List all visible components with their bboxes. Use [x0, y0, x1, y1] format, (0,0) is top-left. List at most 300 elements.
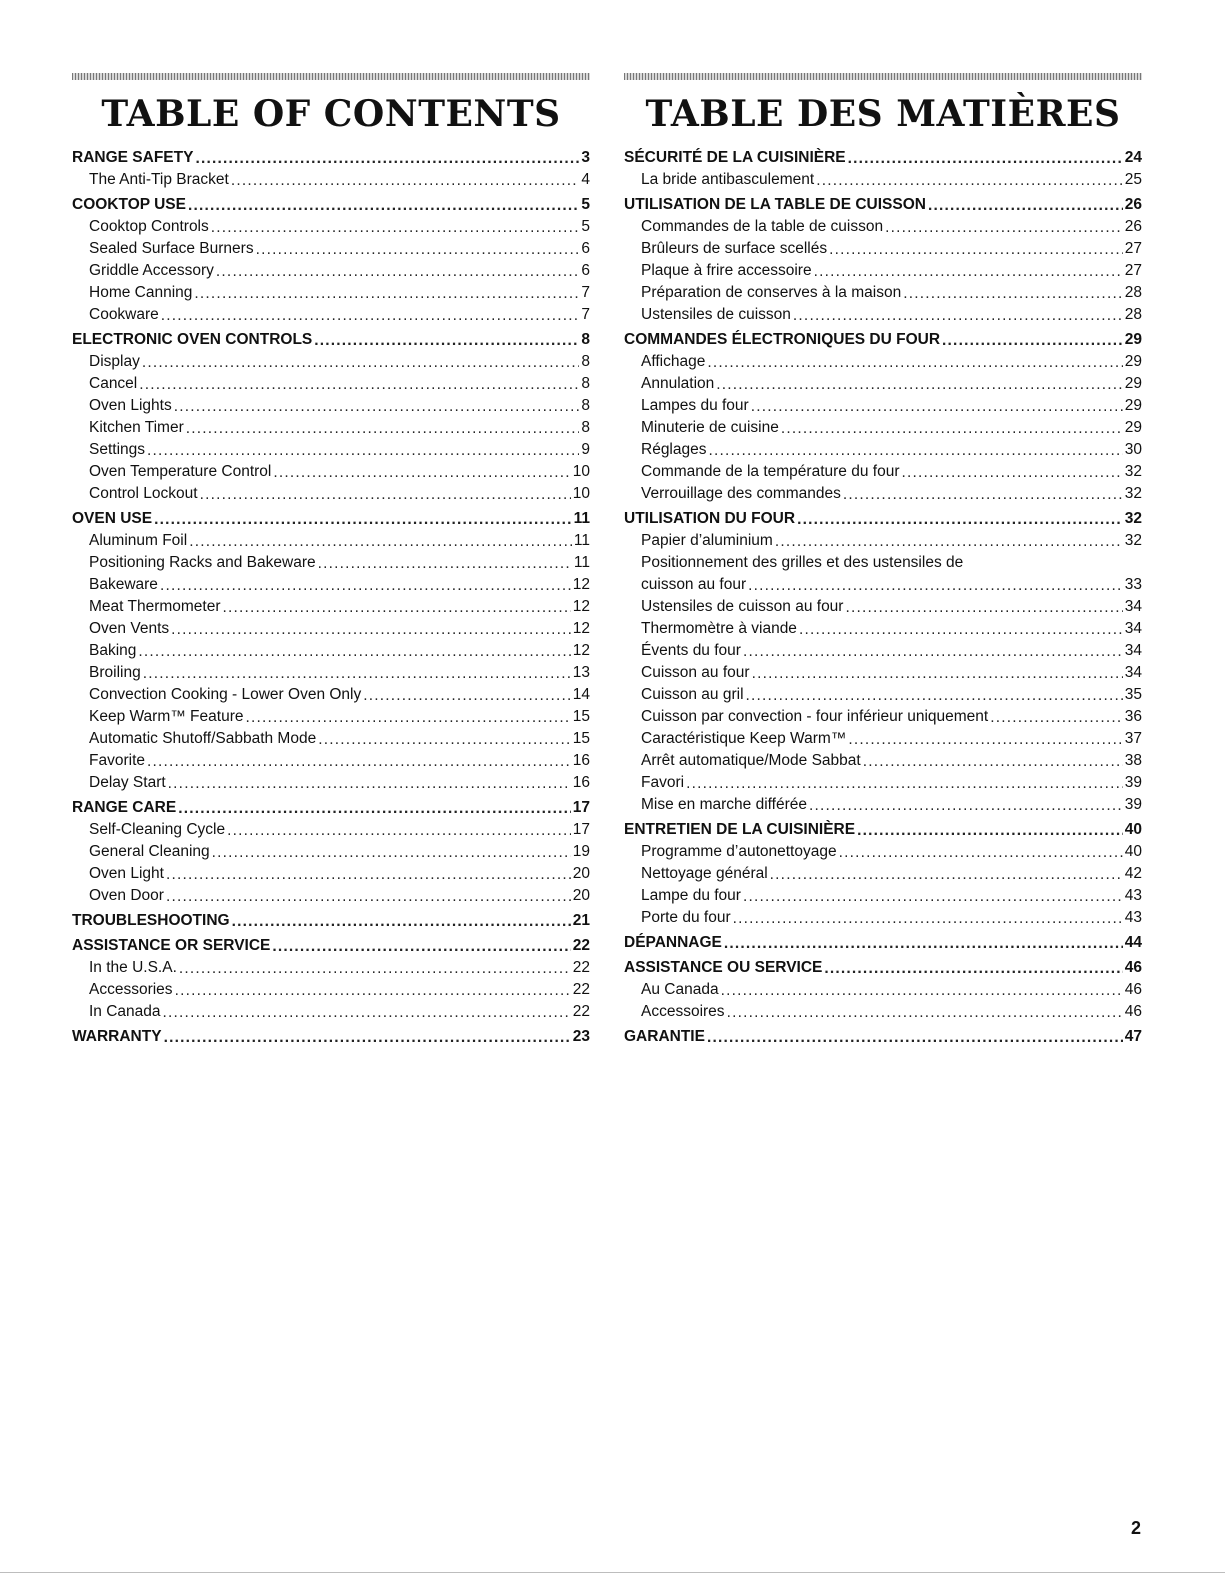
dot-leader [751, 396, 1123, 412]
toc-entry-link[interactable] [624, 841, 1142, 863]
toc-entry-label: Programme d’autonettoyage [641, 843, 837, 860]
toc-entry-page: 26 [1124, 196, 1142, 213]
toc-entry-page: 47 [1124, 1028, 1142, 1045]
dot-leader [752, 663, 1123, 679]
toc-entry-page: 16 [572, 774, 590, 791]
toc-entry-page: 28 [1124, 306, 1142, 323]
toc-entry-page: 6 [581, 262, 590, 279]
toc-entry-link[interactable] [624, 439, 1142, 461]
toc-entry-page: 12 [572, 598, 590, 615]
dot-leader [179, 958, 571, 974]
toc-section-link[interactable] [624, 1026, 1142, 1048]
toc-entry-label: cuisson au four [641, 576, 747, 593]
toc-entry-page: 35 [1124, 686, 1142, 703]
toc-entry-link[interactable] [72, 439, 590, 461]
toc-entry-link[interactable] [624, 169, 1142, 191]
toc-entry-link[interactable] [624, 530, 1142, 552]
dot-leader [857, 820, 1123, 836]
toc-entry-label: Cancel [89, 375, 138, 392]
toc-entry-label: Arrêt automatique/Mode Sabbat [641, 752, 861, 769]
toc-entry-link[interactable] [624, 772, 1142, 794]
dot-leader [231, 170, 580, 186]
toc-entry-page: 20 [572, 865, 590, 882]
toc-entry-page: 15 [572, 708, 590, 725]
toc-entry-label: Automatic Shutoff/Sabbath Mode [89, 730, 317, 747]
toc-entry-page: 22 [572, 981, 590, 998]
dot-leader [154, 509, 572, 525]
dot-leader [143, 663, 571, 679]
dot-leader [885, 217, 1123, 233]
toc-entry-label: Oven Light [89, 865, 164, 882]
dot-leader [733, 908, 1123, 924]
toc-entry-page: 11 [573, 554, 590, 571]
toc-entry-page: 29 [1124, 353, 1142, 370]
toc-entry-page: 28 [1124, 284, 1142, 301]
toc-entry-label: Évents du four [641, 642, 741, 659]
toc-entry-label: Home Canning [89, 284, 193, 301]
toc-entry-label: La bride antibasculement [641, 171, 815, 188]
toc-entry-link[interactable] [72, 417, 590, 439]
dot-leader [212, 842, 571, 858]
toc-section-label: ASSISTANCE OU SERVICE [624, 959, 823, 976]
toc-entry-link[interactable] [72, 282, 590, 304]
dot-leader [166, 886, 571, 902]
dot-leader [748, 575, 1123, 591]
toc-entry-label: The Anti-Tip Bracket [89, 171, 229, 188]
toc-entry-link[interactable] [72, 957, 590, 979]
dot-leader [743, 641, 1123, 657]
toc-entry-label: Cookware [89, 306, 159, 323]
toc-entry-link[interactable] [72, 684, 590, 706]
dot-leader [216, 261, 579, 277]
toc-entry-label: Commandes de la table de cuisson [641, 218, 884, 235]
toc-entry-page: 46 [1124, 981, 1142, 998]
toc-entry-link[interactable] [72, 819, 590, 841]
toc-entry-page: 8 [581, 353, 590, 370]
toc-entry-page: 7 [581, 306, 590, 323]
toc-section-link[interactable] [72, 797, 590, 819]
dot-leader [171, 619, 571, 635]
toc-entry-label: Mise en marche différée [641, 796, 807, 813]
toc-entry-label: Verrouillage des commandes [641, 485, 841, 502]
toc-entry-page: 29 [1124, 331, 1142, 348]
toc-list-french [624, 147, 1142, 1048]
dot-leader [227, 820, 571, 836]
toc-entry-page: 12 [572, 620, 590, 637]
dot-leader [147, 440, 579, 456]
toc-entry-link[interactable] [72, 728, 590, 750]
toc-entry-page: 20 [572, 887, 590, 904]
toc-entry-link[interactable] [72, 552, 590, 574]
toc-entry-link[interactable] [72, 772, 590, 794]
toc-entry-label: Papier d’aluminium [641, 532, 773, 549]
toc-entry-page: 3 [581, 149, 590, 166]
toc-entry-link[interactable] [72, 461, 590, 483]
toc-entry-link[interactable] [624, 907, 1142, 929]
dot-leader [843, 484, 1123, 500]
toc-entry-link[interactable] [72, 1001, 590, 1023]
toc-entry-link[interactable] [624, 618, 1142, 640]
dot-leader [727, 1002, 1123, 1018]
toc-entry-label: Réglages [641, 441, 707, 458]
toc-entry-label: Positioning Racks and Bakeware [89, 554, 316, 571]
toc-entry-label: Oven Temperature Control [89, 463, 272, 480]
toc-section-link[interactable] [72, 910, 590, 932]
toc-entry-page: 16 [572, 752, 590, 769]
toc-entry-page: 34 [1124, 664, 1142, 681]
dot-leader [775, 531, 1123, 547]
toc-entry-label: Commande de la température du four [641, 463, 900, 480]
toc-section-link[interactable] [72, 935, 590, 957]
toc-entry-page: 32 [1124, 463, 1142, 480]
toc-entry-link[interactable] [624, 728, 1142, 750]
toc-entry-page: 24 [1124, 149, 1142, 166]
toc-entry-page: 22 [572, 1003, 590, 1020]
toc-entry-page: 32 [1124, 485, 1142, 502]
dot-leader [195, 148, 579, 164]
toc-entry-label: Accessoires [641, 1003, 725, 1020]
dot-leader [200, 484, 571, 500]
toc-entry-page: 39 [1124, 774, 1142, 791]
toc-entry-page: 8 [581, 419, 590, 436]
toc-entry-label: Nettoyage général [641, 865, 768, 882]
dot-leader [848, 148, 1123, 164]
dot-leader [816, 170, 1123, 186]
toc-entry-label: Cuisson au four [641, 664, 750, 681]
toc-section-label: ENTRETIEN DE LA CUISINIÈRE [624, 821, 856, 838]
toc-section-label: COOKTOP USE [72, 196, 186, 213]
toc-entry-label: Kitchen Timer [89, 419, 184, 436]
toc-entry-label: Ustensiles de cuisson [641, 306, 791, 323]
toc-entry-page: 44 [1124, 934, 1142, 951]
toc-entry-page: 42 [1124, 865, 1142, 882]
toc-entry-page: 43 [1124, 909, 1142, 926]
toc-section-link[interactable] [624, 957, 1142, 979]
dot-leader [168, 773, 571, 789]
toc-section-label: TROUBLESHOOTING [72, 912, 230, 929]
toc-entry-label: Caractéristique Keep Warm™ [641, 730, 847, 747]
page-number: 2 [1130, 1518, 1141, 1538]
toc-entry-page: 17 [572, 821, 590, 838]
toc-entry-page: 36 [1124, 708, 1142, 725]
toc-entry-page: 38 [1124, 752, 1142, 769]
toc-section-link[interactable] [72, 1026, 590, 1048]
dot-leader [707, 352, 1122, 368]
dot-leader [716, 374, 1122, 390]
toc-entry-label: Accessories [89, 981, 173, 998]
toc-heading-french: TABLE DES MATIÈRES [645, 93, 1121, 135]
toc-entry-page: 4 [581, 171, 590, 188]
toc-entry-label: Convection Cooking - Lower Oven Only [89, 686, 362, 703]
toc-entry-label: Favori [641, 774, 685, 791]
toc-entry-link[interactable] [624, 1001, 1142, 1023]
toc-entry-page: 10 [572, 485, 590, 502]
dot-leader [824, 958, 1122, 974]
dot-leader [770, 864, 1123, 880]
toc-entry-page: 26 [1124, 218, 1142, 235]
dot-leader [188, 195, 579, 211]
toc-entry-label: Minuterie de cuisine [641, 419, 779, 436]
dot-leader [272, 936, 570, 952]
toc-section-label: WARRANTY [72, 1028, 162, 1045]
toc-entry-link[interactable] [72, 304, 590, 326]
toc-entry-link[interactable] [624, 395, 1142, 417]
toc-section-label: RANGE CARE [72, 799, 177, 816]
dot-leader [318, 553, 572, 569]
toc-entry-label: Positionnement des grilles et des ustensiles de [641, 554, 964, 571]
toc-section-label: RANGE SAFETY [72, 149, 194, 166]
toc-entry-link[interactable] [624, 304, 1142, 326]
toc-entry-page: 37 [1124, 730, 1142, 747]
toc-entry-link[interactable] [72, 373, 590, 395]
toc-entry-link[interactable] [624, 885, 1142, 907]
toc-entry-link[interactable] [72, 395, 590, 417]
toc-heading-english: TABLE OF CONTENTS [101, 93, 561, 135]
toc-entry-page: 32 [1124, 532, 1142, 549]
dot-leader [194, 283, 579, 299]
dot-leader [793, 305, 1123, 321]
toc-entry-page: 34 [1124, 642, 1142, 659]
toc-entry-label: Oven Lights [89, 397, 172, 414]
toc-entry-page: 22 [572, 959, 590, 976]
dot-leader [318, 729, 571, 745]
dot-leader [928, 195, 1123, 211]
toc-entry-link[interactable] [624, 260, 1142, 282]
toc-entry-page: 8 [581, 331, 590, 348]
dot-leader [903, 283, 1123, 299]
toc-entry-link[interactable] [72, 863, 590, 885]
toc-entry-link[interactable] [624, 706, 1142, 728]
toc-entry-link[interactable] [624, 238, 1142, 260]
toc-entry-label: General Cleaning [89, 843, 210, 860]
toc-entry-link[interactable] [72, 979, 590, 1001]
toc-entry-label: Oven Door [89, 887, 164, 904]
dot-leader [707, 1027, 1123, 1043]
dot-leader [186, 418, 580, 434]
toc-column-french [624, 73, 1142, 1048]
toc-entry-page: 40 [1124, 843, 1142, 860]
toc-entry-page: 6 [581, 240, 590, 257]
toc-entry-page: 34 [1124, 598, 1142, 615]
dot-leader [223, 597, 571, 613]
dot-leader [721, 980, 1123, 996]
dot-leader [314, 330, 579, 346]
toc-section-label: UTILISATION DU FOUR [624, 510, 796, 527]
toc-entry-label: Settings [89, 441, 146, 458]
toc-entry-link[interactable] [624, 662, 1142, 684]
toc-entry-link[interactable] [624, 552, 1142, 574]
toc-entry-page: 34 [1124, 620, 1142, 637]
toc-entry-link[interactable] [624, 216, 1142, 238]
dot-leader [138, 641, 570, 657]
toc-entry-label: Cuisson par convection - four inférieur uniquement [641, 708, 989, 725]
toc-entry-label: Aluminum Foil [89, 532, 188, 549]
dot-leader [245, 707, 570, 723]
dot-leader [743, 886, 1123, 902]
dot-leader [814, 261, 1123, 277]
toc-entry-link[interactable] [624, 979, 1142, 1001]
toc-entry-label: Baking [89, 642, 137, 659]
toc-section-label: UTILISATION DE LA TABLE DE CUISSON [624, 196, 926, 213]
toc-entry-page: 12 [572, 642, 590, 659]
toc-section-label: ELECTRONIC OVEN CONTROLS [72, 331, 313, 348]
dot-leader [164, 1027, 571, 1043]
toc-entry-link[interactable] [624, 750, 1142, 772]
dot-leader [139, 374, 579, 390]
toc-entry-link[interactable] [72, 750, 590, 772]
toc-section-label: SÉCURITÉ DE LA CUISINIÈRE [624, 149, 846, 166]
toc-entry-label: Cooktop Controls [89, 218, 209, 235]
dot-leader [160, 575, 571, 591]
toc-entry-page: 29 [1124, 397, 1142, 414]
toc-entry-page: 8 [581, 397, 590, 414]
toc-entry-link[interactable] [624, 461, 1142, 483]
dot-leader [799, 619, 1123, 635]
toc-section-link[interactable] [72, 194, 590, 216]
toc-entry-link[interactable] [624, 373, 1142, 395]
toc-entry-link[interactable] [72, 260, 590, 282]
toc-entry-label: Annulation [641, 375, 715, 392]
dot-leader [163, 1002, 571, 1018]
toc-entry-label: In the U.S.A. [89, 959, 177, 976]
toc-entry-label: Meat Thermometer [89, 598, 221, 615]
dot-leader [142, 352, 580, 368]
toc-entry-label: Au Canada [641, 981, 719, 998]
toc-section-link[interactable] [72, 329, 590, 351]
toc-column-english [72, 73, 590, 1048]
toc-entry-page: 30 [1124, 441, 1142, 458]
dot-leader [724, 933, 1123, 949]
toc-entry-link[interactable] [72, 706, 590, 728]
dot-leader [211, 217, 580, 233]
toc-entry-page: 46 [1124, 1003, 1142, 1020]
toc-section-link[interactable] [624, 819, 1142, 841]
toc-entry-label: Control Lockout [89, 485, 198, 502]
dot-leader [839, 842, 1123, 858]
toc-entry-link[interactable] [624, 351, 1142, 373]
toc-entry-page: 25 [1124, 171, 1142, 188]
toc-entry-link[interactable] [72, 530, 590, 552]
toc-entry-page: 5 [581, 218, 590, 235]
toc-entry-link[interactable] [72, 483, 590, 505]
toc-entry-link[interactable] [624, 596, 1142, 618]
toc-list-english [72, 147, 590, 1048]
dot-leader [845, 597, 1122, 613]
dot-leader [797, 509, 1123, 525]
toc-entry-continuation[interactable] [624, 574, 1142, 596]
toc-section-link[interactable] [624, 932, 1142, 954]
toc-entry-label: Broiling [89, 664, 141, 681]
toc-entry-page: 5 [581, 196, 590, 213]
toc-entry-link[interactable] [72, 574, 590, 596]
toc-section-link[interactable] [72, 508, 590, 530]
toc-entry-label: Sealed Surface Burners [89, 240, 254, 257]
dot-leader [781, 418, 1123, 434]
toc-entry-label: Affichage [641, 353, 706, 370]
toc-entry-label: Préparation de conserves à la maison [641, 284, 902, 301]
dot-leader [863, 751, 1123, 767]
dot-leader [901, 462, 1122, 478]
toc-entry-link[interactable] [624, 863, 1142, 885]
toc-entry-page: 27 [1124, 240, 1142, 257]
toc-section-label: ASSISTANCE OR SERVICE [72, 937, 271, 954]
dot-leader [709, 440, 1123, 456]
toc-entry-label: Plaque à frire accessoire [641, 262, 812, 279]
toc-entry-link[interactable] [72, 662, 590, 684]
toc-entry-link[interactable] [72, 216, 590, 238]
toc-entry-label: Lampes du four [641, 397, 749, 414]
dot-leader [809, 795, 1123, 811]
toc-entry-page: 22 [572, 937, 590, 954]
toc-entry-label: Self-Cleaning Cycle [89, 821, 226, 838]
header-rule [624, 73, 1142, 80]
toc-entry-link[interactable] [72, 238, 590, 260]
dot-leader [848, 729, 1122, 745]
toc-entry-link[interactable] [72, 618, 590, 640]
toc-entry-page: 11 [573, 532, 590, 549]
toc-entry-link[interactable] [72, 169, 590, 191]
toc-entry-page: 11 [573, 510, 590, 527]
toc-section-link[interactable] [624, 329, 1142, 351]
toc-entry-page: 29 [1124, 419, 1142, 436]
toc-entry-page: 39 [1124, 796, 1142, 813]
toc-section-link[interactable] [72, 147, 590, 169]
toc-entry-link[interactable] [624, 794, 1142, 816]
toc-entry-label: Griddle Accessory [89, 262, 214, 279]
bottom-rule [0, 1572, 1225, 1573]
toc-entry-page: 23 [572, 1028, 590, 1045]
toc-entry-page: 8 [581, 375, 590, 392]
toc-entry-page: 43 [1124, 887, 1142, 904]
dot-leader [829, 239, 1123, 255]
dot-leader [174, 396, 580, 412]
dot-leader [178, 798, 571, 814]
toc-entry-page: 12 [572, 576, 590, 593]
toc-entry-page: 32 [1124, 510, 1142, 527]
toc-section-link[interactable] [624, 147, 1142, 169]
toc-entry-link[interactable] [72, 841, 590, 863]
dot-leader [175, 980, 571, 996]
toc-section-label: GARANTIE [624, 1028, 705, 1045]
toc-entry-link[interactable] [72, 640, 590, 662]
dot-leader [686, 773, 1123, 789]
toc-entry-page: 33 [1124, 576, 1142, 593]
toc-entry-link[interactable] [72, 885, 590, 907]
dot-leader [161, 305, 580, 321]
toc-entry-label: Oven Vents [89, 620, 170, 637]
toc-entry-page: 15 [572, 730, 590, 747]
toc-entry-link[interactable] [624, 684, 1142, 706]
dot-leader [147, 751, 571, 767]
header-rule [72, 73, 590, 80]
toc-section-link[interactable] [624, 508, 1142, 530]
toc-entry-page: 10 [572, 463, 590, 480]
toc-entry-label: Brûleurs de surface scellés [641, 240, 828, 257]
toc-entry-link[interactable] [624, 282, 1142, 304]
toc-entry-page: 46 [1124, 959, 1142, 976]
toc-entry-link[interactable] [624, 640, 1142, 662]
dot-leader [232, 911, 571, 927]
toc-entry-page: 29 [1124, 375, 1142, 392]
dot-leader [746, 685, 1123, 701]
toc-entry-label: Keep Warm™ Feature [89, 708, 244, 725]
toc-entry-link[interactable] [72, 351, 590, 373]
toc-section-link[interactable] [624, 194, 1142, 216]
toc-entry-link[interactable] [72, 596, 590, 618]
toc-entry-link[interactable] [624, 483, 1142, 505]
toc-entry-label: Cuisson au gril [641, 686, 744, 703]
toc-entry-link[interactable] [624, 417, 1142, 439]
